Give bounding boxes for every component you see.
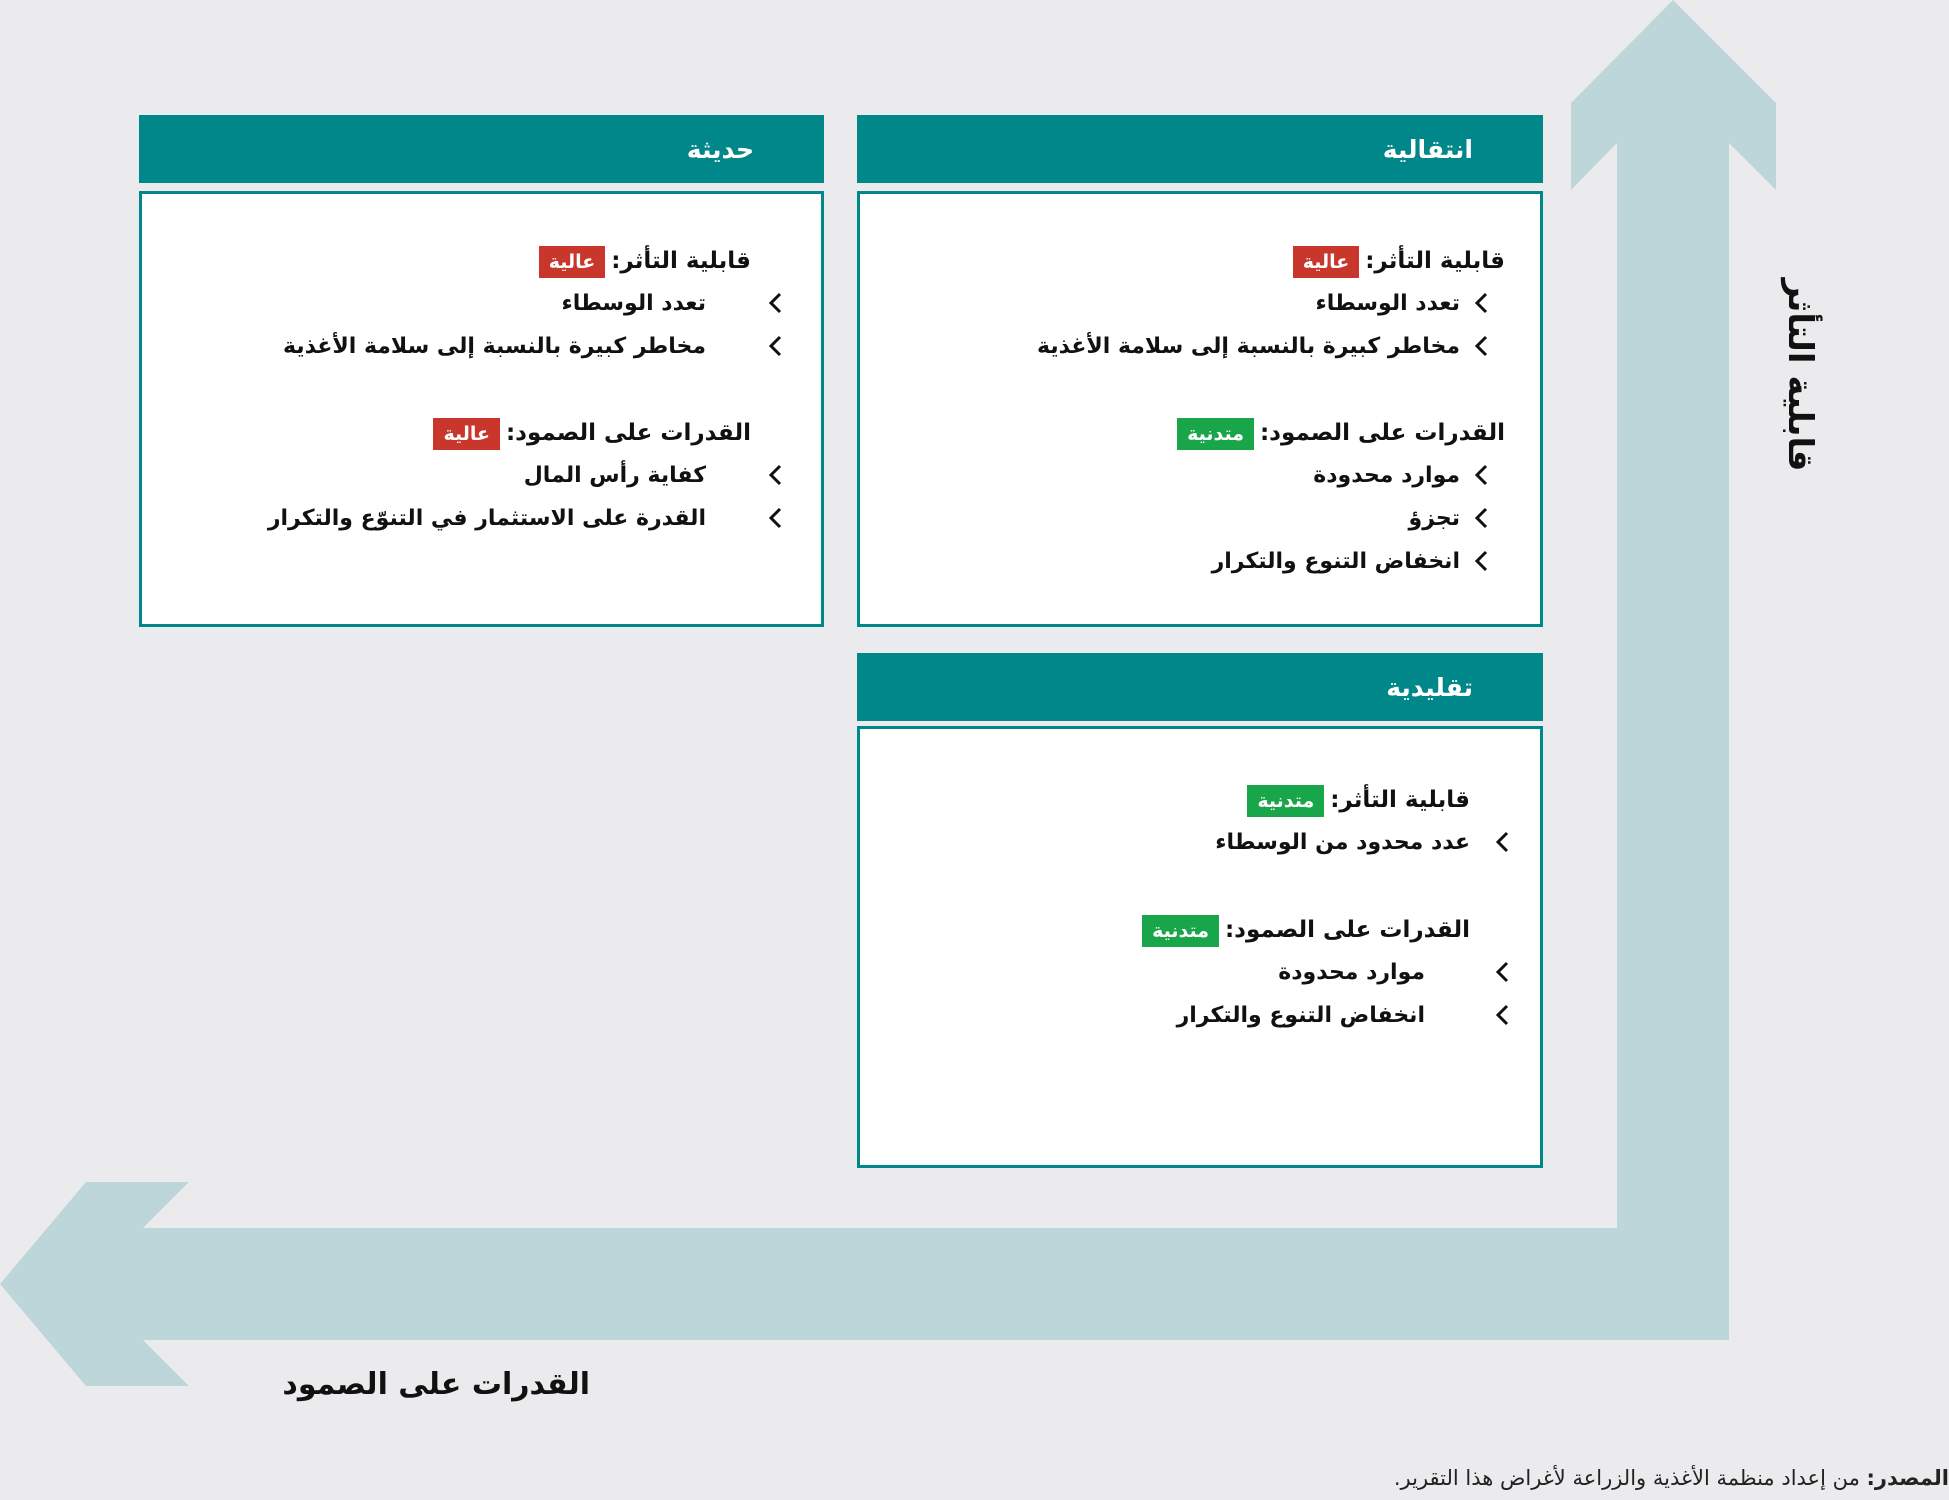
vulnerability-label: قابلية التأثر:: [1365, 248, 1505, 274]
item-text: تجزؤ: [1408, 506, 1460, 531]
chevron-left-icon: [1492, 830, 1516, 854]
resilience-label: القدرات على الصمود:: [1224, 917, 1470, 943]
panel-transitional-header: [857, 115, 1543, 183]
item-text: انخفاض التنوع والتكرار: [1176, 1003, 1425, 1028]
chevron-left-icon: [765, 463, 789, 487]
chevron-left-icon: [1471, 463, 1495, 487]
panel-modern-title: حديثة: [686, 134, 754, 164]
item-text: تعدد الوسطاء: [561, 291, 706, 316]
resilience-group: [900, 909, 1470, 1037]
y-axis-label: قابلية التأثر: [1780, 278, 1820, 472]
vulnerability-label: قابلية التأثر:: [1330, 787, 1470, 813]
resilience-level-badge: متدنية: [1142, 915, 1219, 947]
chevron-left-icon: [1492, 960, 1516, 984]
chevron-left-icon: [1471, 549, 1495, 573]
list-item: [900, 951, 1470, 994]
vulnerability-group: [900, 779, 1470, 864]
item-text: كفاية رأس المال: [523, 463, 706, 488]
vulnerability-title: [182, 240, 751, 282]
panel-transitional: [857, 115, 1543, 627]
list-item: [182, 325, 751, 368]
resilience-level-badge: عالية: [433, 418, 500, 450]
list-item: [900, 497, 1505, 540]
source-label: المصدر:: [1866, 1466, 1949, 1490]
vulnerability-title: [900, 240, 1505, 282]
list-item: [900, 282, 1505, 325]
panel-traditional: [857, 653, 1543, 1168]
list-item: [182, 454, 751, 497]
resilience-title: [182, 412, 751, 454]
vulnerability-level-badge: عالية: [539, 246, 606, 278]
resilience-group: [900, 412, 1505, 583]
item-text: مخاطر كبيرة بالنسبة إلى سلامة الأغذية: [1037, 334, 1460, 359]
panel-traditional-title: تقليدية: [1386, 672, 1473, 702]
chevron-left-icon: [1492, 1003, 1516, 1027]
item-text: موارد محدودة: [1278, 960, 1425, 985]
item-text: موارد محدودة: [1313, 463, 1460, 488]
list-item: [900, 454, 1505, 497]
x-axis-label: القدرات على الصمود: [282, 1367, 590, 1402]
vulnerability-level-badge: متدنية: [1247, 785, 1324, 817]
panel-modern: [139, 115, 824, 627]
item-text: تعدد الوسطاء: [1315, 291, 1460, 316]
item-text: مخاطر كبيرة بالنسبة إلى سلامة الأغذية: [283, 334, 706, 359]
chevron-left-icon: [1471, 334, 1495, 358]
vulnerability-group: [182, 240, 751, 368]
list-item: [900, 994, 1470, 1037]
panel-modern-body: [139, 191, 824, 627]
chevron-left-icon: [1471, 291, 1495, 315]
vulnerability-label: قابلية التأثر:: [611, 248, 751, 274]
vulnerability-title: [900, 779, 1470, 821]
list-item: [182, 497, 751, 540]
list-item: [900, 325, 1505, 368]
resilience-level-badge: متدنية: [1177, 418, 1254, 450]
item-text: انخفاض التنوع والتكرار: [1211, 549, 1460, 574]
chevron-left-icon: [765, 506, 789, 530]
chevron-left-icon: [765, 334, 789, 358]
vulnerability-group: [900, 240, 1505, 368]
panel-traditional-header: [857, 653, 1543, 721]
item-text: القدرة على الاستثمار في التنوّع والتكرار: [267, 506, 706, 531]
resilience-title: [900, 909, 1470, 951]
vulnerability-level-badge: عالية: [1293, 246, 1360, 278]
list-item: [182, 282, 751, 325]
source-note: [1394, 1466, 1949, 1490]
chevron-left-icon: [1471, 506, 1495, 530]
resilience-label: القدرات على الصمود:: [505, 420, 751, 446]
resilience-group: [182, 412, 751, 540]
resilience-label: القدرات على الصمود:: [1259, 420, 1505, 446]
panel-transitional-title: انتقالية: [1382, 134, 1473, 164]
list-item: [900, 540, 1505, 583]
panel-transitional-body: [857, 191, 1543, 627]
chevron-left-icon: [765, 291, 789, 315]
item-text: عدد محدود من الوسطاء: [1215, 830, 1470, 855]
source-text: من إعداد منظمة الأغذية والزراعة لأغراض هذا التقرير.: [1393, 1466, 1860, 1490]
list-item: [900, 821, 1470, 864]
panel-traditional-body: [857, 726, 1543, 1168]
panel-modern-header: [139, 115, 824, 183]
resilience-title: [900, 412, 1505, 454]
